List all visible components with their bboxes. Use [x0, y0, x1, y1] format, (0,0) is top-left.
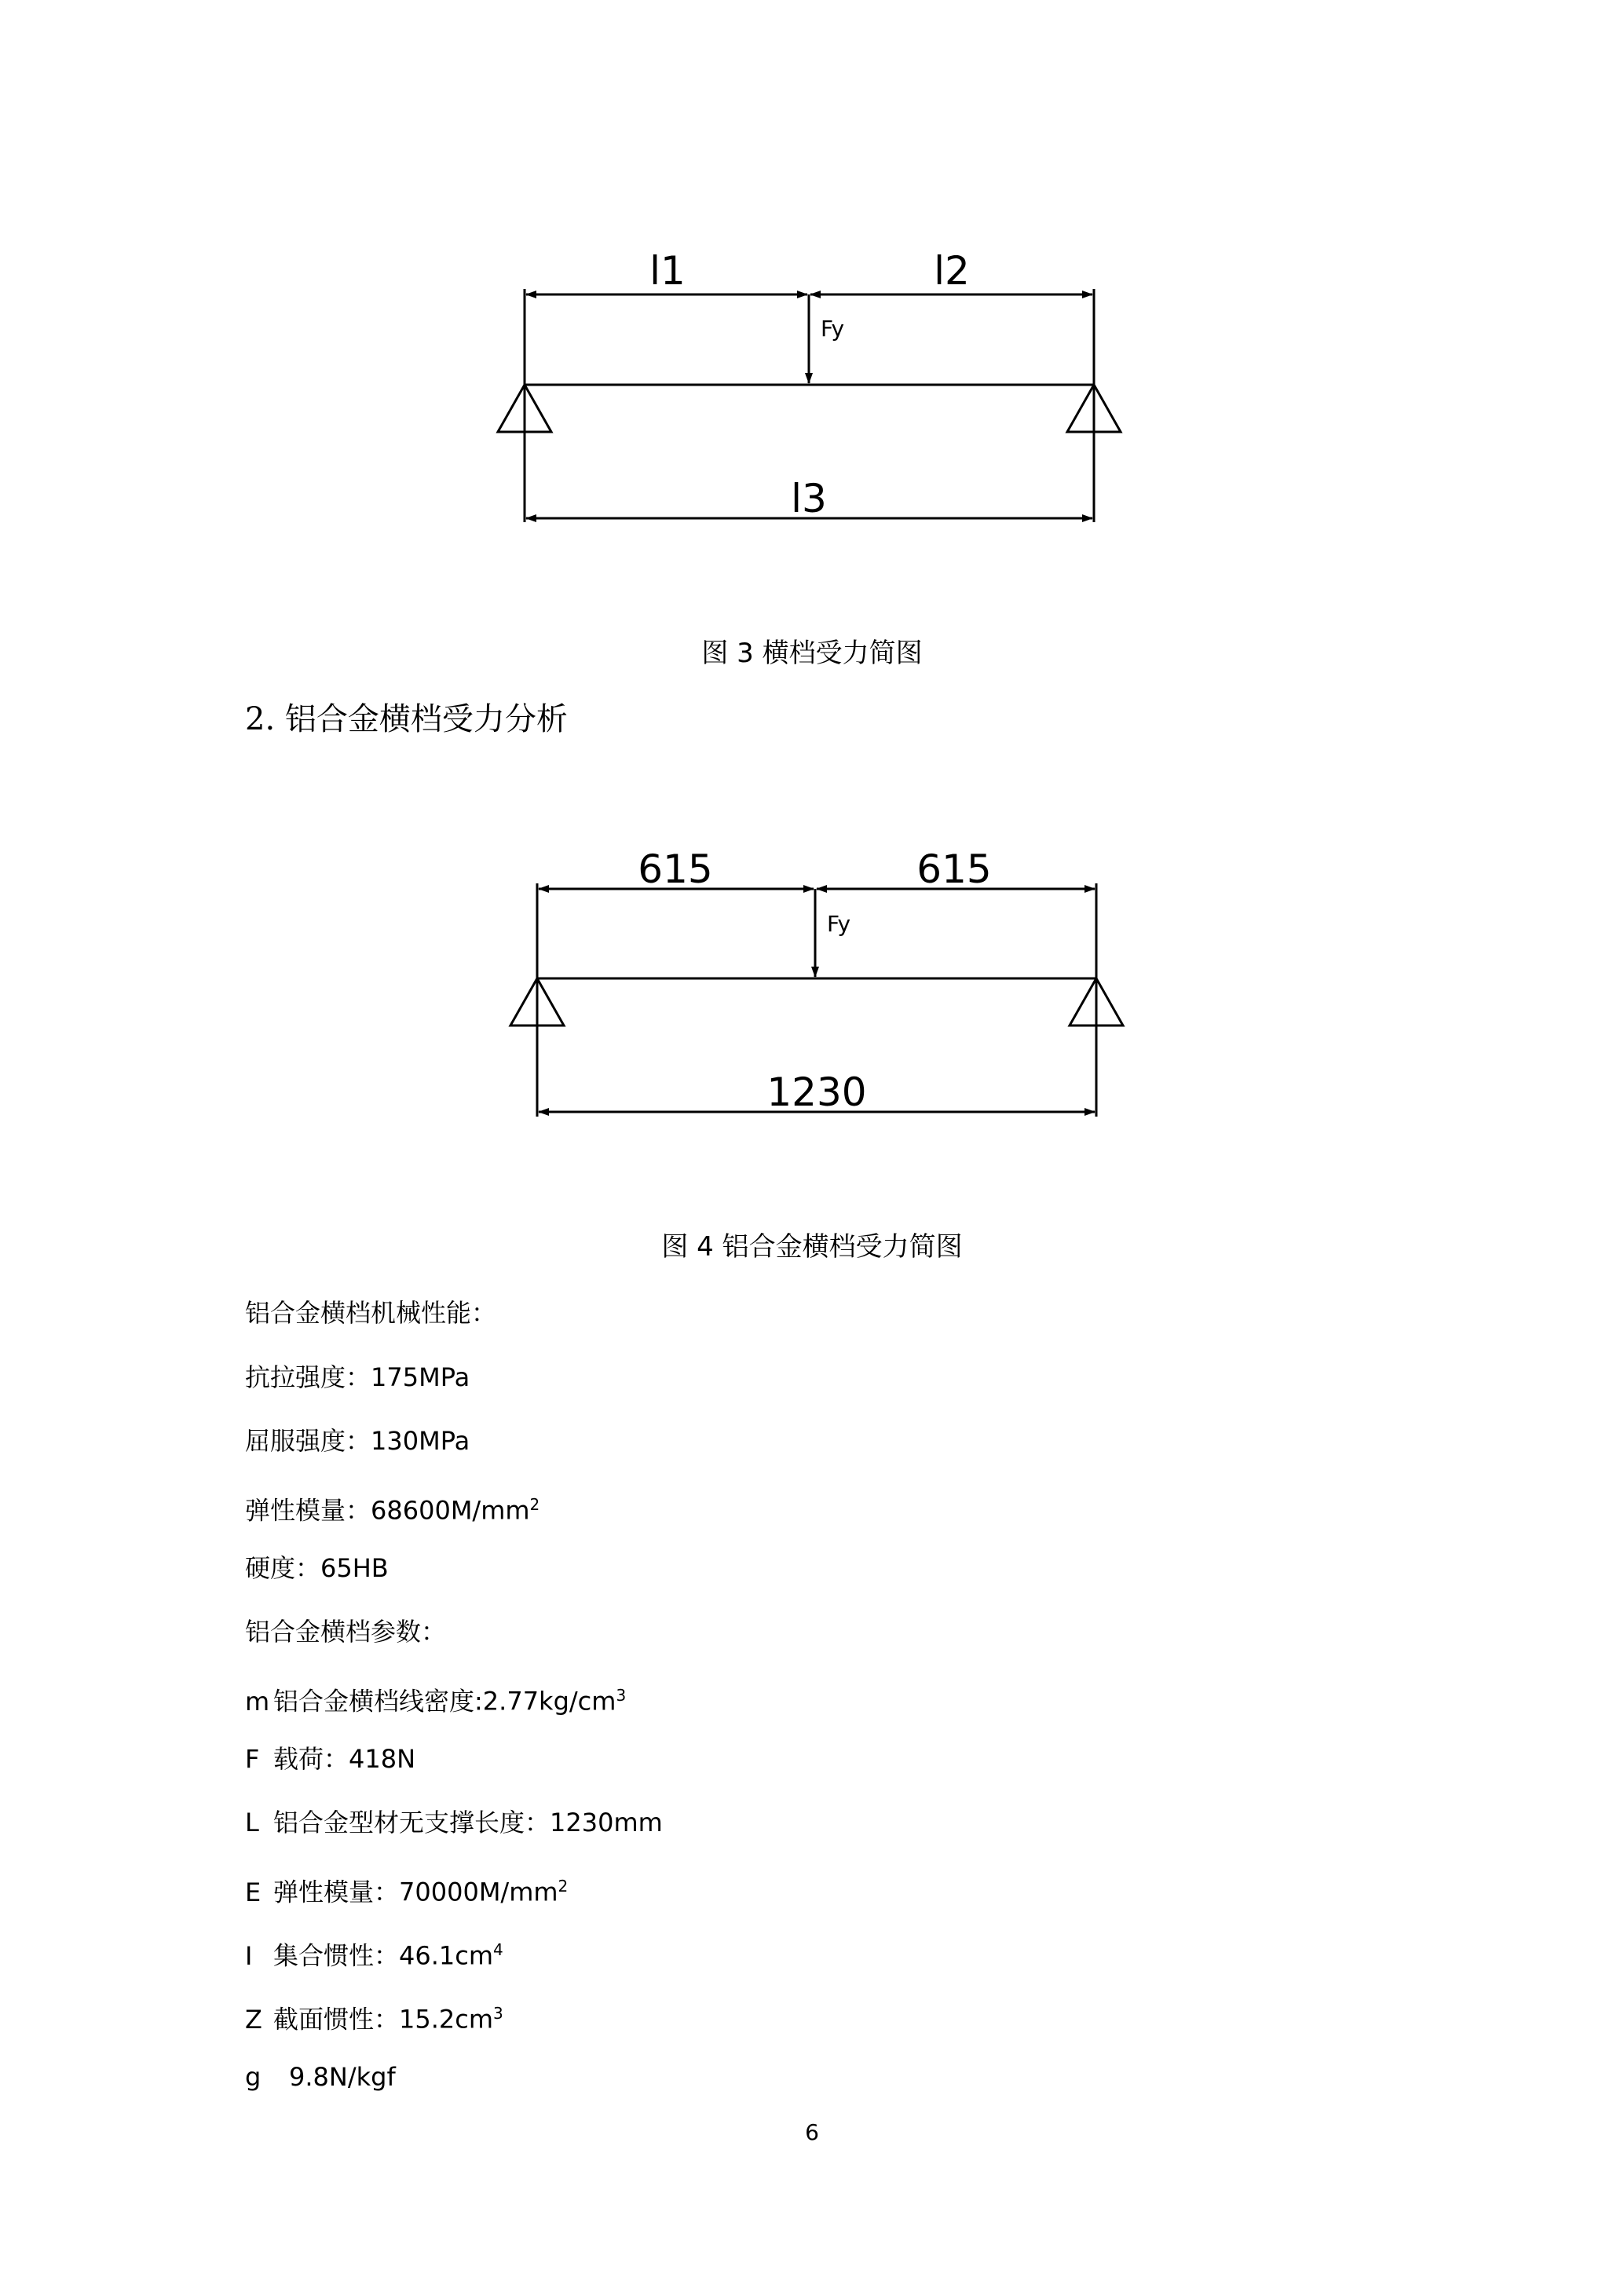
property-value: 68600M/mm [371, 1495, 530, 1526]
property-value: 175MPa [371, 1362, 470, 1392]
fig4-l2-label: 615 [916, 846, 992, 892]
parameter-value: 70000M/mm [399, 1877, 558, 1907]
parameter-item [245, 1807, 663, 1838]
parameter-superscript: 3 [493, 2004, 503, 2023]
fig3-l2-label: l2 [934, 248, 970, 294]
property-label: 屈服强度： [245, 1426, 371, 1456]
parameter-symbol: Z [245, 2004, 262, 2035]
parameter-label: 载荷： [273, 1744, 349, 1774]
property-value: 65HB [320, 1553, 389, 1583]
parameter-symbol: g [245, 2062, 262, 2092]
figure3-caption: 图 3 横档受力简图 [701, 638, 923, 669]
parameter-item [245, 1870, 568, 1908]
parameter-symbol: I [245, 1940, 253, 1971]
property-label: 硬度： [245, 1553, 321, 1583]
parameter-superscript: 2 [558, 1877, 569, 1896]
property-value: 130MPa [371, 1426, 470, 1456]
parameter-label: 弹性模量： [273, 1877, 400, 1907]
parameter-value: 15.2cm [399, 2004, 494, 2035]
parameter-symbol: L [245, 1808, 259, 1837]
mechanical-item [245, 1425, 470, 1457]
fig4-l3-label: 1230 [766, 1069, 867, 1115]
parameter-value: 1230mm [550, 1808, 663, 1837]
section-heading: 2. 铝合金横档受力分析 [245, 701, 568, 737]
page-number: 6 [805, 2119, 819, 2145]
parameter-symbol: E [245, 1877, 262, 1907]
parameter-item [245, 1680, 626, 1717]
parameter-item [245, 1743, 415, 1775]
fig4-l1-label: 615 [638, 846, 713, 892]
property-label: 弹性模量： [245, 1495, 371, 1526]
parameter-value: 418N [349, 1744, 416, 1774]
parameter-item [245, 1998, 503, 2035]
parameter-label: 铝合金型材无支撑长度： [273, 1808, 550, 1837]
parameter-value: 2.77kg/cm [482, 1686, 616, 1717]
figure4-caption: 图 4 铝合金横档受力简图 [661, 1231, 963, 1263]
fig3-force-label: Fy [821, 316, 845, 342]
mechanical-item [245, 1552, 389, 1584]
parameter-superscript: 3 [616, 1686, 627, 1705]
parameter-superscript: 4 [493, 1940, 503, 1959]
parameter-label: 截面惯性： [273, 2004, 400, 2035]
property-label: 抗拉强度： [245, 1362, 371, 1392]
property-superscript: 2 [529, 1495, 540, 1514]
parameter-symbol: m [245, 1686, 270, 1717]
parameters-title: 铝合金横档参数： [245, 1617, 447, 1647]
mechanical-item [245, 1362, 470, 1393]
parameter-item [245, 1934, 503, 1972]
parameter-label: 铝合金横档线密度: [273, 1686, 483, 1717]
parameter-value: 9.8N/kgf [289, 2062, 396, 2092]
parameter-value: 46.1cm [399, 1940, 494, 1971]
mechanical-title: 铝合金横档机械性能： [245, 1298, 497, 1328]
fig4-force-label: Fy [827, 911, 851, 937]
mechanical-item [245, 1489, 540, 1526]
parameter-item [245, 2061, 396, 2093]
parameter-symbol: F [245, 1744, 260, 1774]
fig3-l3-label: l3 [791, 476, 827, 521]
parameter-label: 集合惯性： [273, 1940, 400, 1971]
fig3-l1-label: l1 [649, 248, 686, 294]
